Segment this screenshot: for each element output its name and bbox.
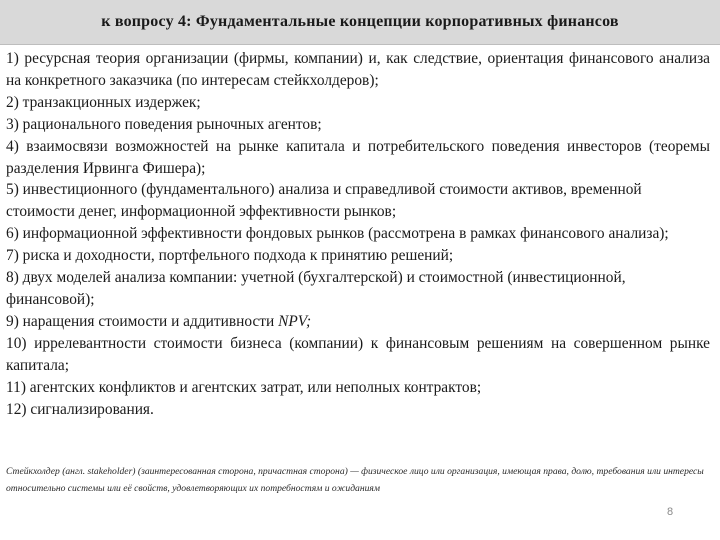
concepts-list bbox=[6, 48, 710, 420]
list-item-5: 5) инвестиционного (фундаментального) анализа и справедливой стоимости активов, временной стоимости денег, информационной эффективности рынков; bbox=[6, 181, 642, 221]
slide-title-bar bbox=[0, 0, 720, 45]
list-item-9-text: 9) наращения стоимости и аддитивности bbox=[6, 312, 279, 330]
npv-term: NPV; bbox=[278, 312, 312, 330]
list-item-10: 10) иррелевантности стоимости бизнеса (компании) к финансовым решениям на совершенном рынке капитала; bbox=[6, 334, 710, 374]
slide-title: к вопросу 4: Фундаментальные концепции корпоративных финансов bbox=[101, 13, 619, 30]
footnote-text: Стейкхолдер (англ. stakeholder) (заинтересованная сторона, причастная сторона) — физическое лицо или организация, имеющая права, долю, требования или интересы относительно системы или её свойств, удовлетворяющих их потребностям и ожиданиям bbox=[6, 466, 704, 494]
page-number: 8 bbox=[667, 506, 674, 518]
list-item-8: 8) двух моделей анализа компании: учетной (бухгалтерской) и стоимостной (инвестиционной, финансовой); bbox=[6, 269, 626, 308]
list-item-1: 1) ресурсная теория организации (фирмы, компании) и, как следствие, ориентация финансового анализа на конкретного заказчика (по интересам стейкхолдеров); bbox=[6, 50, 710, 89]
list-item-6: 6) информационной эффективности фондовых рынков (рассмотрена в рамках финансового анализа); bbox=[6, 225, 669, 243]
stakeholder-footnote bbox=[6, 463, 714, 497]
list-item-2: 2) транзакционных издержек; bbox=[6, 93, 201, 111]
list-item-11: 11) агентских конфликтов и агентских затрат, или неполных контрактов; bbox=[6, 378, 482, 396]
list-item-4: 4) взаимосвязи возможностей на рынке капитала и потребительского поведения инвесторов (теоремы разделения Ирвинга Фишера); bbox=[6, 137, 710, 177]
list-item-9 bbox=[6, 311, 710, 333]
list-item-12: 12) сигнализирования. bbox=[6, 400, 154, 418]
list-item-7: 7) риска и доходности, портфельного подхода к принятию решений; bbox=[6, 247, 454, 265]
list-item-3: 3) рационального поведения рыночных агентов; bbox=[6, 115, 322, 133]
